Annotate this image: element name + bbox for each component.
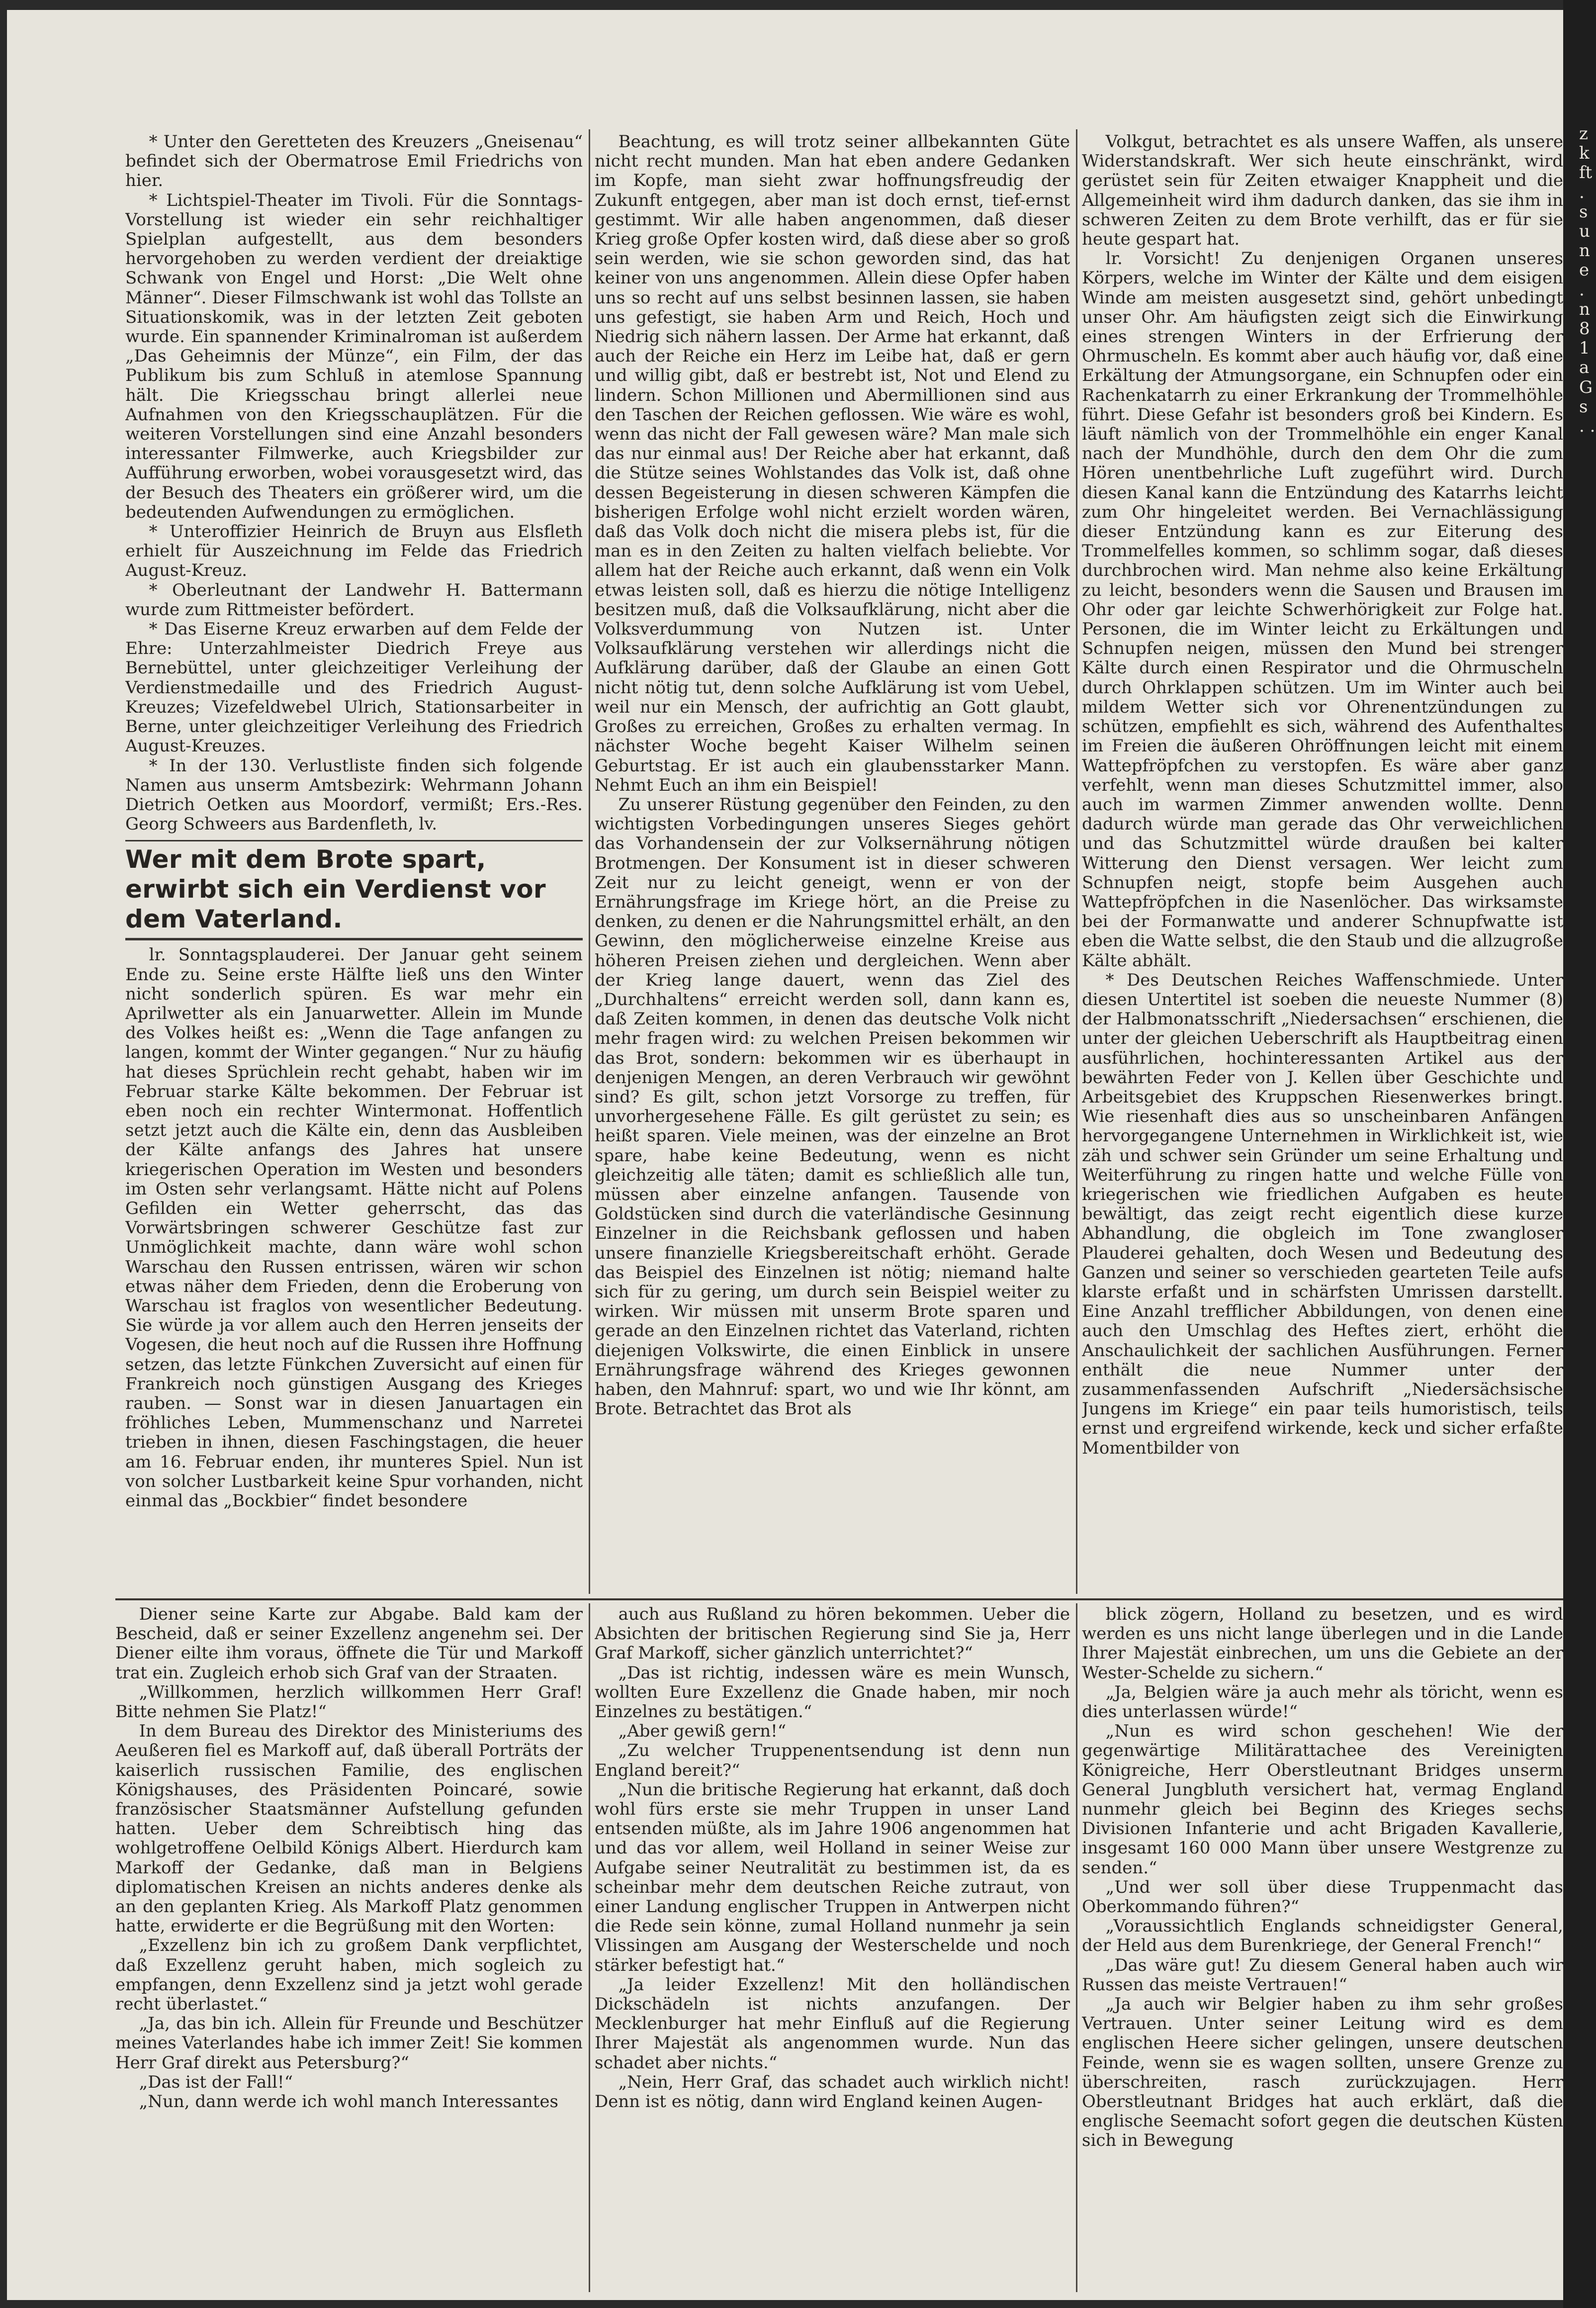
sunday-chat-article [125,945,583,1511]
paragraph: * Das Eiserne Kreuz erwarben auf dem Felde der Ehre: Unterzahlmeister Diedrich Freye aus Bernebüttel, unter gleichzeitiger Verleihung der Verdienstmedaille und des Friedrich August-Kreuzes; Vizefeldwebel Ulrich, Stationsarbeiter in Berne, unter gleichzeitiger Verleihung des Friedrich August-Kreuzes. [125,619,583,756]
serial-text [115,1605,583,2112]
top-column-1 [125,132,583,1594]
headline-bread: Wer mit dem Brote spart, erwirbt sich ein Verdienst vor dem Vaterland. [125,840,583,940]
serial-text [595,1605,1070,2112]
paragraph: „Das wäre gut! Zu diesem General haben auch wir Russen das meiste Vertrauen!“ [1082,1955,1563,1995]
paragraph: Zu unserer Rüstung gegenüber den Feinden, zu den wichtigsten Vorbedingungen unseres Sieges gehört das Vorhandensein der zur Volksernährung nötigen Brotmengen. Der Konsument ist in dieser schweren Zeit nur zu leicht geneigt, wenn er von der Ernährungsfrage im Kriege hört, an die Preise zu denken, zu denen er die Nahrungsmittel erhält, an den Gewinn, den möglicherweise einzelne Kreise aus höheren Preisen ziehen und dergleichen. Wenn aber der Krieg lange dauert, wenn das Ziel des „Durchhaltens“ erreicht werden soll, dann kann es, daß Zeiten kommen, in denen das deutsche Volk nicht mehr fragen wird: zu welchen Preisen bekommen wir das Brot, sondern: bekommen wir es überhaupt in denjenigen Mengen, an deren Verbrauch wir gewöhnt sind? Es gilt, schon jetzt Vorsorge zu treffen, für unvorhergesehene Fälle. Es gilt gerüstet zu sein; es heißt sparen. Viele meinen, was der einzelne an Brot spare, habe keine Bedeutung, wenn es nicht gleichzeitig alle täten; damit es schließlich alle tun, müssen aber einzelne anfangen. Tausende von Goldstücken sind durch die vaterländische Gesinnung Einzelner in die Reichsbank geflossen und haben unsere finanzielle Kriegsbereitschaft erhöht. Gerade das Beispiel des Einzelnen ist nötig; niemand halte sich für zu gering, um durch sein Beispiel weiter zu wirken. Wir müssen mit unserm Brote sparen und gerade an den Einzelnen richtet das Vaterland, richten diejenigen Volkswirte, die einen Einblick in unsere Ernährungsfrage während des Krieges gewonnen haben, den Mahnruf: spart, wo und wie Ihr könnt, am Brote. Betrachtet das Brot als [595,794,1070,1419]
column-rule [589,1603,590,2292]
paragraph: „Nun es wird schon geschehen! Wie der gegenwärtige Militärattachee des Vereinigten Königreiche, Herr Oberstleutnant Bridges unserm General Jungbluth versichert hat, vermag England nunmehr gleich bei Beginn des Krieges sechs Divisionen Infanterie und acht Brigaden Kavallerie, insgesamt 160 000 Mann über unsere Westgrenze zu senden.“ [1082,1721,1563,1878]
paragraph: „Nun, dann werde ich wohl manch Interessantes [139,2092,558,2112]
column-rule [1076,129,1077,1594]
paragraph: „Ja auch wir Belgier haben zu ihm sehr großes Vertrauen. Unter seiner Leitung wird es dem englischen Heere sicher gelingen, unsere deutschen Feinde, wenn sie es wagen sollten, unsere Grenze zu überschreiten, rasch zurückzujagen. Herr Oberstleutnant Bridges hat auch erklärt, daß die englische Seemacht sofort gegen die deutschen Küsten sich in Bewegung [1082,1994,1563,2151]
top-column-2 [595,132,1070,1594]
paragraph: In dem Bureau des Direktor des Ministeriums des Aeußeren fiel es Markoff auf, daß überall Porträts der kaiserlich russischen Familie, des englischen Königshauses, des Präsidenten Poincaré, sowie französischer Staatsmänner Aufstellung gefunden hatten. Ueber dem Schreibtisch hing das wohlgetroffene Oelbild Königs Albert. Hierdurch kam Markoff der Gedanke, daß man in Belgiens diplomatischen Kreisen an nichts anderes denke als an den geplanten Krieg. Als Markoff Platz genommen hatte, erwiderte er die Begrüßung mit den Worten: [115,1721,583,1937]
section-separator [115,1598,1563,1600]
paragraph: „Das ist der Fall!“ [139,2072,293,2092]
paragraph: „Ja, das bin ich. Allein für Freunde und Beschützer meines Vaterlandes habe ich immer Zeit! Sie kommen Herr Graf direkt aus Petersburg?“ [115,2014,583,2073]
paragraph: Diener seine Karte zur Abgabe. Bald kam der Bescheid, daß er seiner Exzellenz angenehm sei. Der Diener eilte ihm voraus, öffnete die Tür und Markoff trat ein. Zugleich erhob sich Graf van der Straaten. [115,1605,583,1683]
paragraph: lr. Vorsicht! Zu denjenigen Organen unseres Körpers, welche im Winter der Kälte und dem eisigen Winde am meisten ausgesetzt sind, gehört unbedingt unser Ohr. Am häufigsten zeigt sich die Einwirkung eines strengen Winters in der Erfrierung der Ohrmuscheln. Es kommt aber auch häufig vor, daß eine Erkältung der Atmungsorgane, ein Schnupfen oder ein Rachenkatarrh zu einer Erkrankung der Trommelhöhle führt. Diese Gefahr ist besonders groß bei Kindern. Es läuft nämlich von der Trommelhöhle ein enger Kanal nach der Mundhöhle, durch den dem Ohr die zum Hören unentbehrliche Luft zugeführt wird. Durch diesen Kanal kann die Entzündung des Katarrhs leicht zum Ohr hingeleitet werden. Bei Vernachlässigung dieser Entzündung kann es zur Eiterung des Trommelfelles kommen, so schlimm sogar, daß dieses durchbrochen wird. Man nehme also keine Erkältung zu leicht, besonders wenn die Sausen und Brausen im Ohr oder gar leichte Schwerhörigkeit zur Folge hat. Personen, die im Winter leicht zu Erkältungen und Schnupfen neigen, müssen den Mund bei strenger Kälte durch einen Respirator und die Ohrmuscheln durch Ohrklappen schützen. Um im Winter auch bei mildem Wetter sich vor Ohrenentzündungen zu schützen, empfiehlt es sich, während des Aufenthaltes im Freien die äußeren Ohröffnungen leicht mit einem Wattepfröpfchen zu verstopfen. Es wäre aber ganz verfehlt, wenn man dieses Schutzmittel immer, also auch im warmen Zimmer anwenden wollte. Denn dadurch würde man gerade das Ohr verweichlichen und das Schutzmittel würde draußen bei kalter Witterung den Dienst versagen. Wer leicht zum Schnupfen neigt, stopfe beim Ausgehen auch Wattepfröpfchen in die Nasenlöcher. Das wirksamste bei der Formanwatte und anderer Schnupfwatte ist eben die Watte selbst, die den Staub und die allzugroße Kälte abhält. [1082,249,1563,971]
top-column-3 [1082,132,1563,1594]
paragraph: * Des Deutschen Reiches Waffenschmiede. Unter diesen Untertitel ist soeben die neueste Nummer (8) der Halbmonatsschrift „Niedersachsen“ erschienen, die unter der gleichen Ueberschrift als Hauptbeitrag einen ausführlichen, hochinteressanten Artikel aus der bewährten Feder von J. Kellen über Geschichte und Arbeitsgebiet des Kruppschen Riesenwerkes bringt. Wie riesenhaft dies aus so unscheinbaren Anfängen hervorgegangene Unternehmen in Wirklichkeit ist, wie zäh und schwer sein Gründer um seine Erhaltung und Weiterführung zu ringen hatte und welche Fülle von kriegerischen wie friedlichen Aufgaben es heute bewältigt, das zeigt recht eigentlich diese kurze Abhandlung, die obgleich im Tone zwangloser Plauderei gehalten, doch Wesen und Bedeutung des Ganzen und seiner so verschieden gearteten Teile aufs klarste erfaßt und in schärfsten Umrissen darstellt. Eine Anzahl trefflicher Abbildungen, von denen eine auch den Umschlag des Heftes ziert, erhöht die Anschaulichkeit der sachlichen Ausführungen. Ferner enthält die neue Nummer unter der zusammenfassenden Aufschrift „Niedersächsische Jungens im Kriege“ ein paar teils humoristisch, teils ernst und ergreifend wirkende, keck und sicher erfaßte Momentbilder von [1082,970,1563,1458]
paragraph: * In der 130. Verlustliste finden sich folgende Namen aus unserm Amtsbezirk: Wehrmann Johann Dietrich Oetken aus Moordorf, vermißt; Ers.-Res. Georg Schweers aus Bardenfleth, lv. [125,755,583,834]
paragraph: auch aus Rußland zu hören bekommen. Ueber die Absichten der britischen Regierung sind Sie ja, Herr Graf Markoff, sicher gänzlich unterrichtet?“ [595,1605,1070,1663]
paragraph: * Oberleutnant der Landwehr H. Battermann wurde zum Rittmeister befördert. [125,580,583,620]
column-rule [1076,1603,1077,2292]
paragraph: Beachtung, es will trotz seiner allbekannten Güte nicht recht munden. Man hat eben andere Gedanken im Kopfe, man sieht zwar hoffnungsfreudig der Zukunft entgegen, aber man ist doch ernst, tief-ernst gestimmt. Wir alle haben angenommen, daß dieser Krieg große Opfer kosten wird, daß diese aber so groß sein werden, wie sie schon geworden sind, das hat keiner von uns angenommen. Allein diese Opfer haben uns so recht auf uns selbst besinnen lassen, sie haben uns gefestigt, sie haben Arm und Reich, Hoch und Niedrig sich nähern lassen. Der Arme hat erkannt, daß auch der Reiche ein Herz im Leibe hat, daß er gern und willig gibt, daß er bestrebt ist, Not und Elend zu lindern. Schon Millionen und Abermillionen sind aus den Taschen der Reichen geflossen. Wie wäre es wohl, wenn das nicht der Fall gewesen wäre? Man male sich das nur einmal aus! Der Reiche aber hat erkannt, daß die Stütze seines Wohlstandes das Volk ist, daß ohne dessen Begeisterung in diesen schweren Kämpfen die bisherigen Erfolge wohl nicht erzielt worden wären, daß das Volk doch nicht die misera plebs ist, für die man es in den Zeiten zu halten vielfach beliebte. Vor allem hat der Reiche auch erkannt, daß wenn ein Volk etwas leisten soll, daß es hierzu die nötige Intelligenz besitzen muß, daß die Volksaufklärung, nicht aber die Volksverdummung von Nutzen ist. Unter Volksaufklärung verstehen wir allerdings nicht die Aufklärung darüber, daß der Glaube an einen Gott nicht nötig tut, denn solche Aufklärung ist vom Uebel, weil nur ein Mensch, der aufrichtig an Gott glaubt, Großes zu erreichen, Großes zu erhalten vermag. In nächster Woche begeht Kaiser Wilhelm seinen Geburtstag. Er ist auch ein glaubensstarker Mann. Nehmt Euch an ihm ein Beispiel! [595,132,1070,795]
paragraph: „Zu welcher Truppenentsendung ist denn nun England bereit?“ [595,1741,1070,1780]
serial-column-3 [1082,1605,1563,2291]
newspaper-page [7,10,1563,2300]
paragraph: * Unter den Geretteten des Kreuzers „Gneisenau“ befindet sich der Obermatrose Emil Friedrichs von hier. [125,132,583,191]
paragraph: blick zögern, Holland zu besetzen, und es wird werden es uns nicht lange überlegen und in die Lande Ihrer Majestät einbrechen, um uns die Gebiete an der Wester-Schelde zu sichern.“ [1082,1605,1563,1683]
paragraph: „Exzellenz bin ich zu großem Dank verpflichtet, daß Exzellenz geruht haben, mich sogleich zu empfangen, denn Exzellenz sind ja jetzt wohl gerade recht überlastet.“ [115,1936,583,2015]
paragraph: „Und wer soll über diese Truppenmacht das Oberkommando führen?“ [1082,1877,1563,1917]
serial-column-1 [115,1605,583,2291]
paragraph: * Lichtspiel-Theater im Tivoli. Für die Sonntags-Vorstellung ist wieder ein sehr reichhaltiger Spielplan aufgestellt, aus dem besonders hervorgehoben zu werden verdient der dreiaktige Schwank von Engel und Horst: „Die Welt ohne Männer“. Dieser Filmschwank ist wohl das Tollste an Situationskomik, was in der letzten Zeit geboten wurde. Ein spannender Kriminalroman ist außerdem „Das Geheimnis der Münze“, ein Film, der das Publikum bis zum Schluß in atemlose Spannung hält. Die Kriegsschau bringt allerlei neue Aufnahmen von den Kriegsschauplätzen. Für die weiteren Vorstellungen sind eine Anzahl besonders interessanter Filmwerke, auch Kriegsbilder zur Aufführung erworben, wobei vorausgesetzt wird, das der Besuch des Theaters ein größerer wird, um die bedeutenden Aufwendungen zu ermöglichen. [125,190,583,522]
paragraph: „Nein, Herr Graf, das schadet auch wirklich nicht! Denn ist es nötig, dann wird England keinen Augen- [595,2072,1070,2112]
paragraph: Volkgut, betrachtet es als unsere Waffen, als unsere Widerstandskraft. Wer sich heute einschränkt, wird gerüstet sein für Zeiten etwaiger Knappheit und die Allgemeinheit wird ihm dadurch danken, das sie ihm in schweren Zeiten zu dem Brote verhilft, das er für sie heute gespart hat. [1082,132,1563,250]
paragraph: * Unteroffizier Heinrich de Bruyn aus Elsfleth erhielt für Auszeichnung im Felde das Friedrich August-Kreuz. [125,522,583,581]
paragraph: „Nun die britische Regierung hat erkannt, daß doch wohl fürs erste sie mehr Truppen in unser Land entsenden müßte, als im Jahre 1906 angenommen hat und das vor allem, weil Holland in seiner Weise zur Aufgabe seiner Neutralität zu bestimmen ist, da es scheinbar mehr dem deutschen Reiche zutraut, von einer Landung englischer Truppen in Antwerpen nicht die Rede sein könne, zumal Holland nunmehr ja sein Vlissingen am Ausgang der Westerschelde und noch stärker befestigt hat.“ [595,1779,1070,1975]
serial-column-2 [595,1605,1070,2291]
paragraph: „Aber gewiß gern!“ [618,1721,787,1742]
column-rule [589,129,590,1594]
paragraph: lr. Sonntagsplauderei. Der Januar geht seinem Ende zu. Seine erste Hälfte ließ uns den Winter nicht sonderlich spüren. Es war mehr ein Aprilwetter als ein Januarwetter. Allein im Munde des Volkes heißt es: „Wenn die Tage anfangen zu langen, kommt der Winter gegangen.“ Nur zu häufig hat dieses Sprüchlein recht gehabt, haben wir im Februar starke Kälte bekommen. Der Februar ist eben noch ein rechter Wintermonat. Hoffentlich setzt jetzt auch die Kälte ein, denn das Ausbleiben der Kälte anfangs des Jahres hat unsere kriegerischen Operation im Westen und besonders im Osten sehr verlangsamt. Hätte nicht auf Polens Gefilden ein Wetter geherrscht, das das Vorwärtsbringen schwerer Geschütze fast zur Unmöglichkeit machte, dann wäre wohl schon Warschau den Russen entrissen, wären wir schon etwas näher dem Frieden, denn die Eroberung von Warschau ist fraglos von wesentlicher Bedeutung. Sie würde ja vor allem auch den Herren jenseits der Vogesen, die heut noch auf die Russen ihre Hoffnung setzen, das letzte Fünkchen Zuversicht auf einen für Frankreich noch günstigen Ausgang des Krieges rauben. — Sonst war in diesen Januartagen ein fröhliches Leben, Mummenschanz und Narretei trieben in ihnen, diesen Faschingstagen, die heuer am 16. Februar enden, ihr munteres Spiel. Nun ist von solcher Lustbarkeit keine Spur vorhanden, nicht einmal das „Bockbier“ findet besondere [125,945,583,1511]
paragraph: „Ja leider Exzellenz! Mit den holländischen Dickschädeln ist nichts anzufangen. Der Mecklenburger hat mehr Einfluß auf die Regierung Ihrer Majestät als angenommen wurde. Nun das schadet aber nichts.“ [595,1974,1070,2073]
local-news-items [125,132,583,834]
health-and-krupp-articles [1082,132,1563,1458]
serial-text [1082,1605,1563,2151]
paragraph: „Willkommen, herzlich willkommen Herr Graf! Bitte nehmen Sie Platz!“ [115,1682,583,1722]
adjacent-page-fragment: z k ft . s u n e . n 8 1 a G s . . [1579,124,1596,437]
paragraph: „Das ist richtig, indessen wäre es mein Wunsch, wollten Eure Exzellenz die Gnade haben, mir noch Einzelnes zu bestätigen.“ [595,1662,1070,1722]
bread-article [595,132,1070,1419]
paragraph: „Ja, Belgien wäre ja auch mehr als töricht, wenn es dies unterlassen würde!“ [1082,1682,1563,1722]
paragraph: „Voraussichtlich Englands schneidigster General, der Held aus dem Burenkriege, der General French!“ [1082,1916,1563,1956]
